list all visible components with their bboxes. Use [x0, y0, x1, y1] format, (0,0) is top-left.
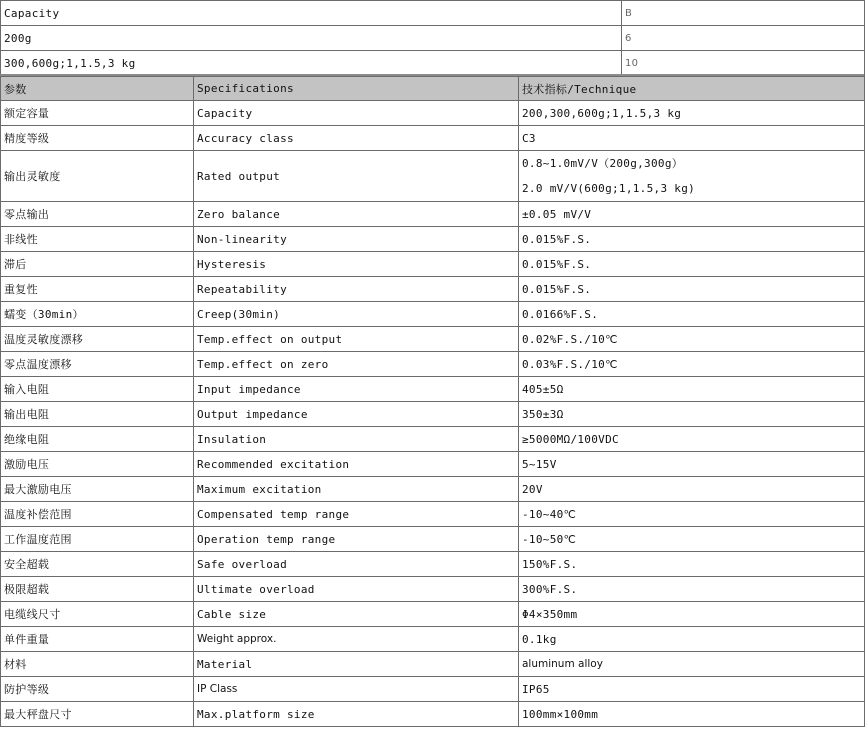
param-value: 0.015%F.S.	[519, 252, 865, 277]
param-value: C3	[519, 126, 865, 151]
table-row	[1, 677, 865, 702]
table-row	[1, 702, 865, 727]
param-value: -10~40℃	[519, 502, 865, 527]
param-en: Hysteresis	[194, 252, 519, 277]
param-en: Safe overload	[194, 552, 519, 577]
table-row	[1, 302, 865, 327]
param-value: 200,300,600g;1,1.5,3 kg	[519, 101, 865, 126]
param-en: Zero balance	[194, 202, 519, 227]
param-en: Non-linearity	[194, 227, 519, 252]
param-value: Φ4×350mm	[519, 602, 865, 627]
summary-row	[1, 26, 865, 51]
param-value: 0.02%F.S./10℃	[519, 327, 865, 352]
header-zh: 参数	[1, 77, 194, 101]
table-row	[1, 227, 865, 252]
param-zh: 防护等级	[1, 677, 194, 702]
param-value: 0.015%F.S.	[519, 277, 865, 302]
param-en: Max.platform size	[194, 702, 519, 727]
header-en: Specifications	[194, 77, 519, 101]
param-zh: 材料	[1, 652, 194, 677]
param-en: IP Class	[194, 677, 519, 702]
table-row	[1, 577, 865, 602]
param-zh: 零点温度漂移	[1, 352, 194, 377]
param-value: aluminum alloy	[519, 652, 865, 677]
param-zh: 激励电压	[1, 452, 194, 477]
param-en: Weight approx.	[194, 627, 519, 652]
param-value: 150%F.S.	[519, 552, 865, 577]
param-en: Temp.effect on output	[194, 327, 519, 352]
param-value: ±0.05 mV/V	[519, 202, 865, 227]
param-zh: 额定容量	[1, 101, 194, 126]
param-en: Accuracy class	[194, 126, 519, 151]
table-row	[1, 427, 865, 452]
param-zh: 电缆线尺寸	[1, 602, 194, 627]
param-value: ≥5000MΩ/100VDC	[519, 427, 865, 452]
summary-label: 300,600g;1,1.5,3 kg	[1, 51, 622, 76]
table-row	[1, 202, 865, 227]
param-value	[519, 151, 865, 202]
param-en: Ultimate overload	[194, 577, 519, 602]
summary-value: 10	[622, 51, 865, 76]
table-row	[1, 252, 865, 277]
param-zh: 温度灵敏度漂移	[1, 327, 194, 352]
param-value: 0.0166%F.S.	[519, 302, 865, 327]
param-value: -10~50℃	[519, 527, 865, 552]
param-zh: 重复性	[1, 277, 194, 302]
param-value: 20V	[519, 477, 865, 502]
param-zh: 输出电阻	[1, 402, 194, 427]
table-row	[1, 527, 865, 552]
summary-row	[1, 1, 865, 26]
table-row	[1, 352, 865, 377]
table-row	[1, 627, 865, 652]
param-value: 300%F.S.	[519, 577, 865, 602]
param-value: IP65	[519, 677, 865, 702]
param-zh: 绝缘电阻	[1, 427, 194, 452]
param-en: Creep(30min)	[194, 302, 519, 327]
param-value: 405±5Ω	[519, 377, 865, 402]
param-value: 350±3Ω	[519, 402, 865, 427]
param-zh: 非线性	[1, 227, 194, 252]
param-en: Insulation	[194, 427, 519, 452]
table-row	[1, 327, 865, 352]
param-value: 100mm×100mm	[519, 702, 865, 727]
param-en: Recommended excitation	[194, 452, 519, 477]
param-en: Capacity	[194, 101, 519, 126]
param-en: Temp.effect on zero	[194, 352, 519, 377]
param-zh: 单件重量	[1, 627, 194, 652]
param-en: Output impedance	[194, 402, 519, 427]
param-en: Repeatability	[194, 277, 519, 302]
param-value: 0.015%F.S.	[519, 227, 865, 252]
param-en: Maximum excitation	[194, 477, 519, 502]
param-value: 0.1kg	[519, 627, 865, 652]
table-row	[1, 502, 865, 527]
table-row	[1, 477, 865, 502]
table-row	[1, 452, 865, 477]
summary-label: 200g	[1, 26, 622, 51]
param-value-line: 2.0 mV/V(600g;1,1.5,3 kg)	[522, 182, 696, 195]
spec-header-row	[1, 77, 865, 101]
param-value: 5~15V	[519, 452, 865, 477]
param-en: Operation temp range	[194, 527, 519, 552]
param-value: 0.03%F.S./10℃	[519, 352, 865, 377]
param-zh: 温度补偿范围	[1, 502, 194, 527]
param-zh: 极限超载	[1, 577, 194, 602]
param-zh: 输出灵敏度	[1, 151, 194, 202]
param-zh: 安全超载	[1, 552, 194, 577]
param-zh: 最大秤盘尺寸	[1, 702, 194, 727]
param-zh: 精度等级	[1, 126, 194, 151]
param-zh: 工作温度范围	[1, 527, 194, 552]
param-zh: 蠕变（30min）	[1, 302, 194, 327]
summary-table	[0, 0, 865, 76]
table-row	[1, 552, 865, 577]
table-row	[1, 652, 865, 677]
table-row	[1, 277, 865, 302]
param-zh: 输入电阻	[1, 377, 194, 402]
table-row	[1, 151, 865, 202]
param-en: Rated output	[194, 151, 519, 202]
summary-row	[1, 51, 865, 76]
table-row	[1, 602, 865, 627]
param-value-line: 0.8~1.0mV/V（200g,300g）	[522, 157, 684, 170]
table-row	[1, 402, 865, 427]
spec-table	[0, 76, 865, 727]
summary-value: B	[622, 1, 865, 26]
param-zh: 最大激励电压	[1, 477, 194, 502]
param-en: Material	[194, 652, 519, 677]
table-row	[1, 126, 865, 151]
table-row	[1, 101, 865, 126]
param-en: Input impedance	[194, 377, 519, 402]
param-zh: 滞后	[1, 252, 194, 277]
table-row	[1, 377, 865, 402]
header-value: 技术指标/Technique	[519, 77, 865, 101]
summary-value: 6	[622, 26, 865, 51]
param-en: Compensated temp range	[194, 502, 519, 527]
param-en: Cable size	[194, 602, 519, 627]
summary-label: Capacity	[1, 1, 622, 26]
param-zh: 零点输出	[1, 202, 194, 227]
